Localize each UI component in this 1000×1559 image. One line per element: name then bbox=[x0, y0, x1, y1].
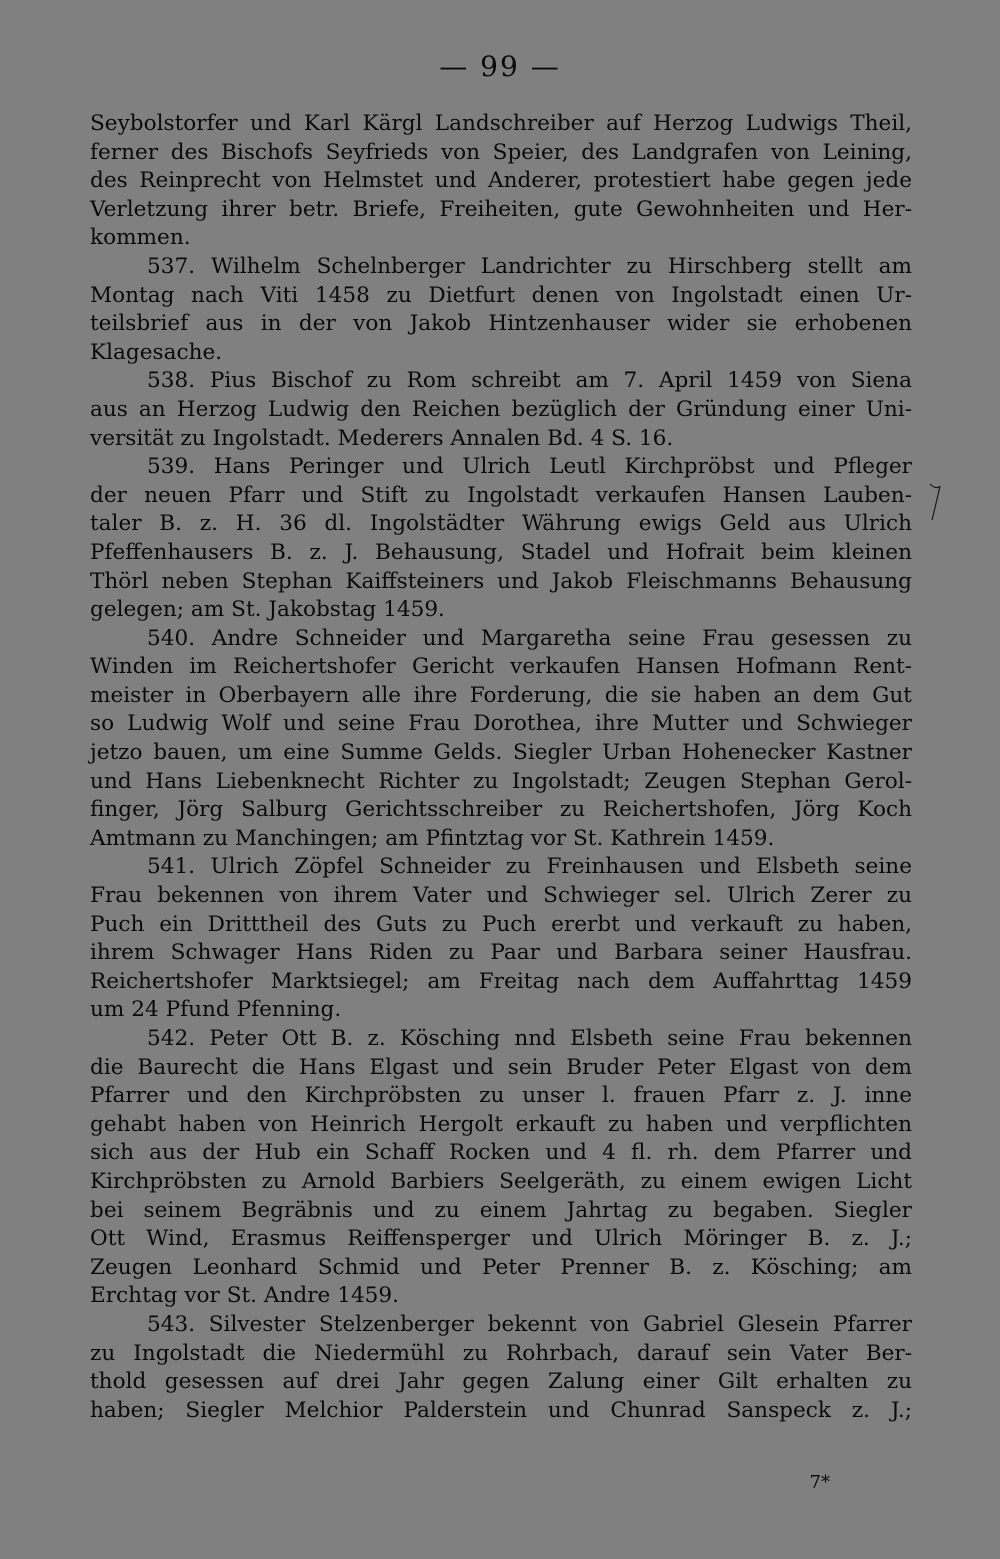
text-line: die Baurecht die Hans Elgast und sein Bruder Peter Elgast von dem bbox=[90, 1054, 912, 1080]
text-line: Montag nach Viti 1458 zu Dietfurt denen von Ingolstadt einen Ur- bbox=[90, 282, 912, 308]
text-line: Thörl neben Stephan Kaiffsteiners und Jakob Fleischmanns Behausung bbox=[90, 568, 912, 594]
text-line: finger, Jörg Salburg Gerichtsschreiber zu Reichertshofen, Jörg Koch bbox=[90, 797, 912, 823]
text-line: zu Ingolstadt die Niedermühl zu Rohrbach, darauf sein Vater Ber- bbox=[90, 1340, 912, 1366]
text-line: Kirchpröbsten zu Arnold Barbiers Seelgeräth, zu einem ewigen Licht bbox=[90, 1168, 912, 1194]
text-line: Zeugen Leonhard Schmid und Peter Prenner B. z. Kösching; am bbox=[90, 1254, 912, 1280]
text-line: gelegen; am St. Jakobstag 1459. bbox=[90, 597, 445, 623]
text-line: Reichertshofer Marktsiegel; am Freitag nach dem Auffahrttag 1459 bbox=[90, 968, 912, 994]
text-line: 543. Silvester Stelzenberger bekennt von Gabriel Glesein Pfarrer bbox=[147, 1311, 912, 1337]
text-line: haben; Siegler Melchior Palderstein und Chunrad Sanspeck z. J.; bbox=[90, 1397, 912, 1423]
text-line: Winden im Reichertshofer Gericht verkaufen Hansen Hofmann Rent- bbox=[90, 654, 912, 680]
text-line: und Hans Liebenknecht Richter zu Ingolstadt; Zeugen Stephan Gerol- bbox=[90, 768, 912, 794]
text-line: Erchtag vor St. Andre 1459. bbox=[90, 1283, 400, 1309]
text-line: ihrem Schwager Hans Riden zu Paar und Barbara seiner Hausfrau. bbox=[90, 940, 912, 966]
page-number: — 99 — bbox=[439, 50, 561, 83]
text-line: Pfarrer und den Kirchpröbsten zu unser l. frauen Pfarr z. J. inne bbox=[90, 1083, 912, 1109]
text-line: so Ludwig Wolf und seine Frau Dorothea, ihre Mutter und Schwieger bbox=[90, 711, 912, 737]
margin-pencil-mark bbox=[926, 480, 944, 524]
text-line: Pfeffenhausers B. z. J. Behausung, Stadel und Hofrait beim kleinen bbox=[90, 539, 912, 565]
text-line: Frau bekennen von ihrem Vater und Schwieger sel. Ulrich Zerer zu bbox=[90, 883, 912, 909]
text-line: Amtmann zu Manchingen; am Pfintztag vor St. Kathrein 1459. bbox=[90, 825, 775, 851]
text-line: 537. Wilhelm Schelnberger Landrichter zu Hirschberg stellt am bbox=[147, 253, 912, 279]
text-line: aus an Herzog Ludwig den Reichen bezüglich der Gründung einer Uni- bbox=[90, 396, 912, 422]
text-line: 541. Ulrich Zöpfel Schneider zu Freinhausen und Elsbeth seine bbox=[147, 854, 912, 880]
text-line: 542. Peter Ott B. z. Kösching nnd Elsbeth seine Frau bekennen bbox=[147, 1026, 912, 1051]
text-line: Klagesache. bbox=[90, 339, 223, 365]
text-line: sich aus der Hub ein Schaff Rocken und 4 fl. rh. dem Pfarrer und bbox=[90, 1140, 912, 1166]
text-line: Seybolstorfer und Karl Kärgl Landschreiber auf Herzog Ludwigs Theil, bbox=[90, 111, 912, 136]
page-text bbox=[90, 110, 912, 1425]
text-line: versität zu Ingolstadt. Mederers Annalen Bd. 4 S. 16. bbox=[90, 425, 674, 451]
text-line: Verletzung ihrer betr. Briefe, Freiheiten, gute Gewohnheiten und Her- bbox=[90, 196, 912, 222]
text-line: der neuen Pfarr und Stift zu Ingolstadt verkaufen Hansen Lauben- bbox=[90, 482, 912, 508]
text-line: 540. Andre Schneider und Margaretha seine Frau gesessen zu bbox=[147, 625, 912, 651]
sheet-signature: 7* bbox=[809, 1472, 830, 1493]
text-line: jetzo bauen, um eine Summe Gelds. Siegler Urban Hohenecker Kastner bbox=[90, 740, 912, 766]
text-line: gehabt haben von Heinrich Hergolt erkauft zu haben und verpflichten bbox=[90, 1111, 912, 1137]
text-line: um 24 Pfund Pfenning. bbox=[90, 997, 342, 1023]
text-line: taler B. z. H. 36 dl. Ingolstädter Währung ewigs Geld aus Ulrich bbox=[90, 511, 912, 537]
text-line: Puch ein Dritttheil des Guts zu Puch ererbt und verkauft zu haben, bbox=[90, 911, 912, 937]
text-line: 539. Hans Peringer und Ulrich Leutl Kirchpröbst und Pfleger bbox=[147, 454, 912, 480]
text-line: teilsbrief aus in der von Jakob Hintzenhauser wider sie erhobenen bbox=[90, 311, 912, 337]
text-line: bei seinem Begräbnis und zu einem Jahrtag zu begaben. Siegler bbox=[90, 1197, 912, 1223]
text-line: des Reinprecht von Helmstet und Anderer, protestiert habe gegen jede bbox=[90, 168, 912, 194]
text-line: kommen. bbox=[90, 225, 191, 251]
text-line: thold gesessen auf drei Jahr gegen Zalung einer Gilt erhalten zu bbox=[90, 1369, 912, 1395]
text-line: meister in Oberbayern alle ihre Forderung, die sie haben an dem Gut bbox=[90, 682, 912, 708]
text-line: 538. Pius Bischof zu Rom schreibt am 7. April 1459 von Siena bbox=[147, 368, 912, 394]
text-line: ferner des Bischofs Seyfrieds von Speier, des Landgrafen von Leining, bbox=[90, 139, 912, 165]
text-line: Ott Wind, Erasmus Reiffensperger und Ulrich Möringer B. z. J.; bbox=[90, 1226, 912, 1252]
